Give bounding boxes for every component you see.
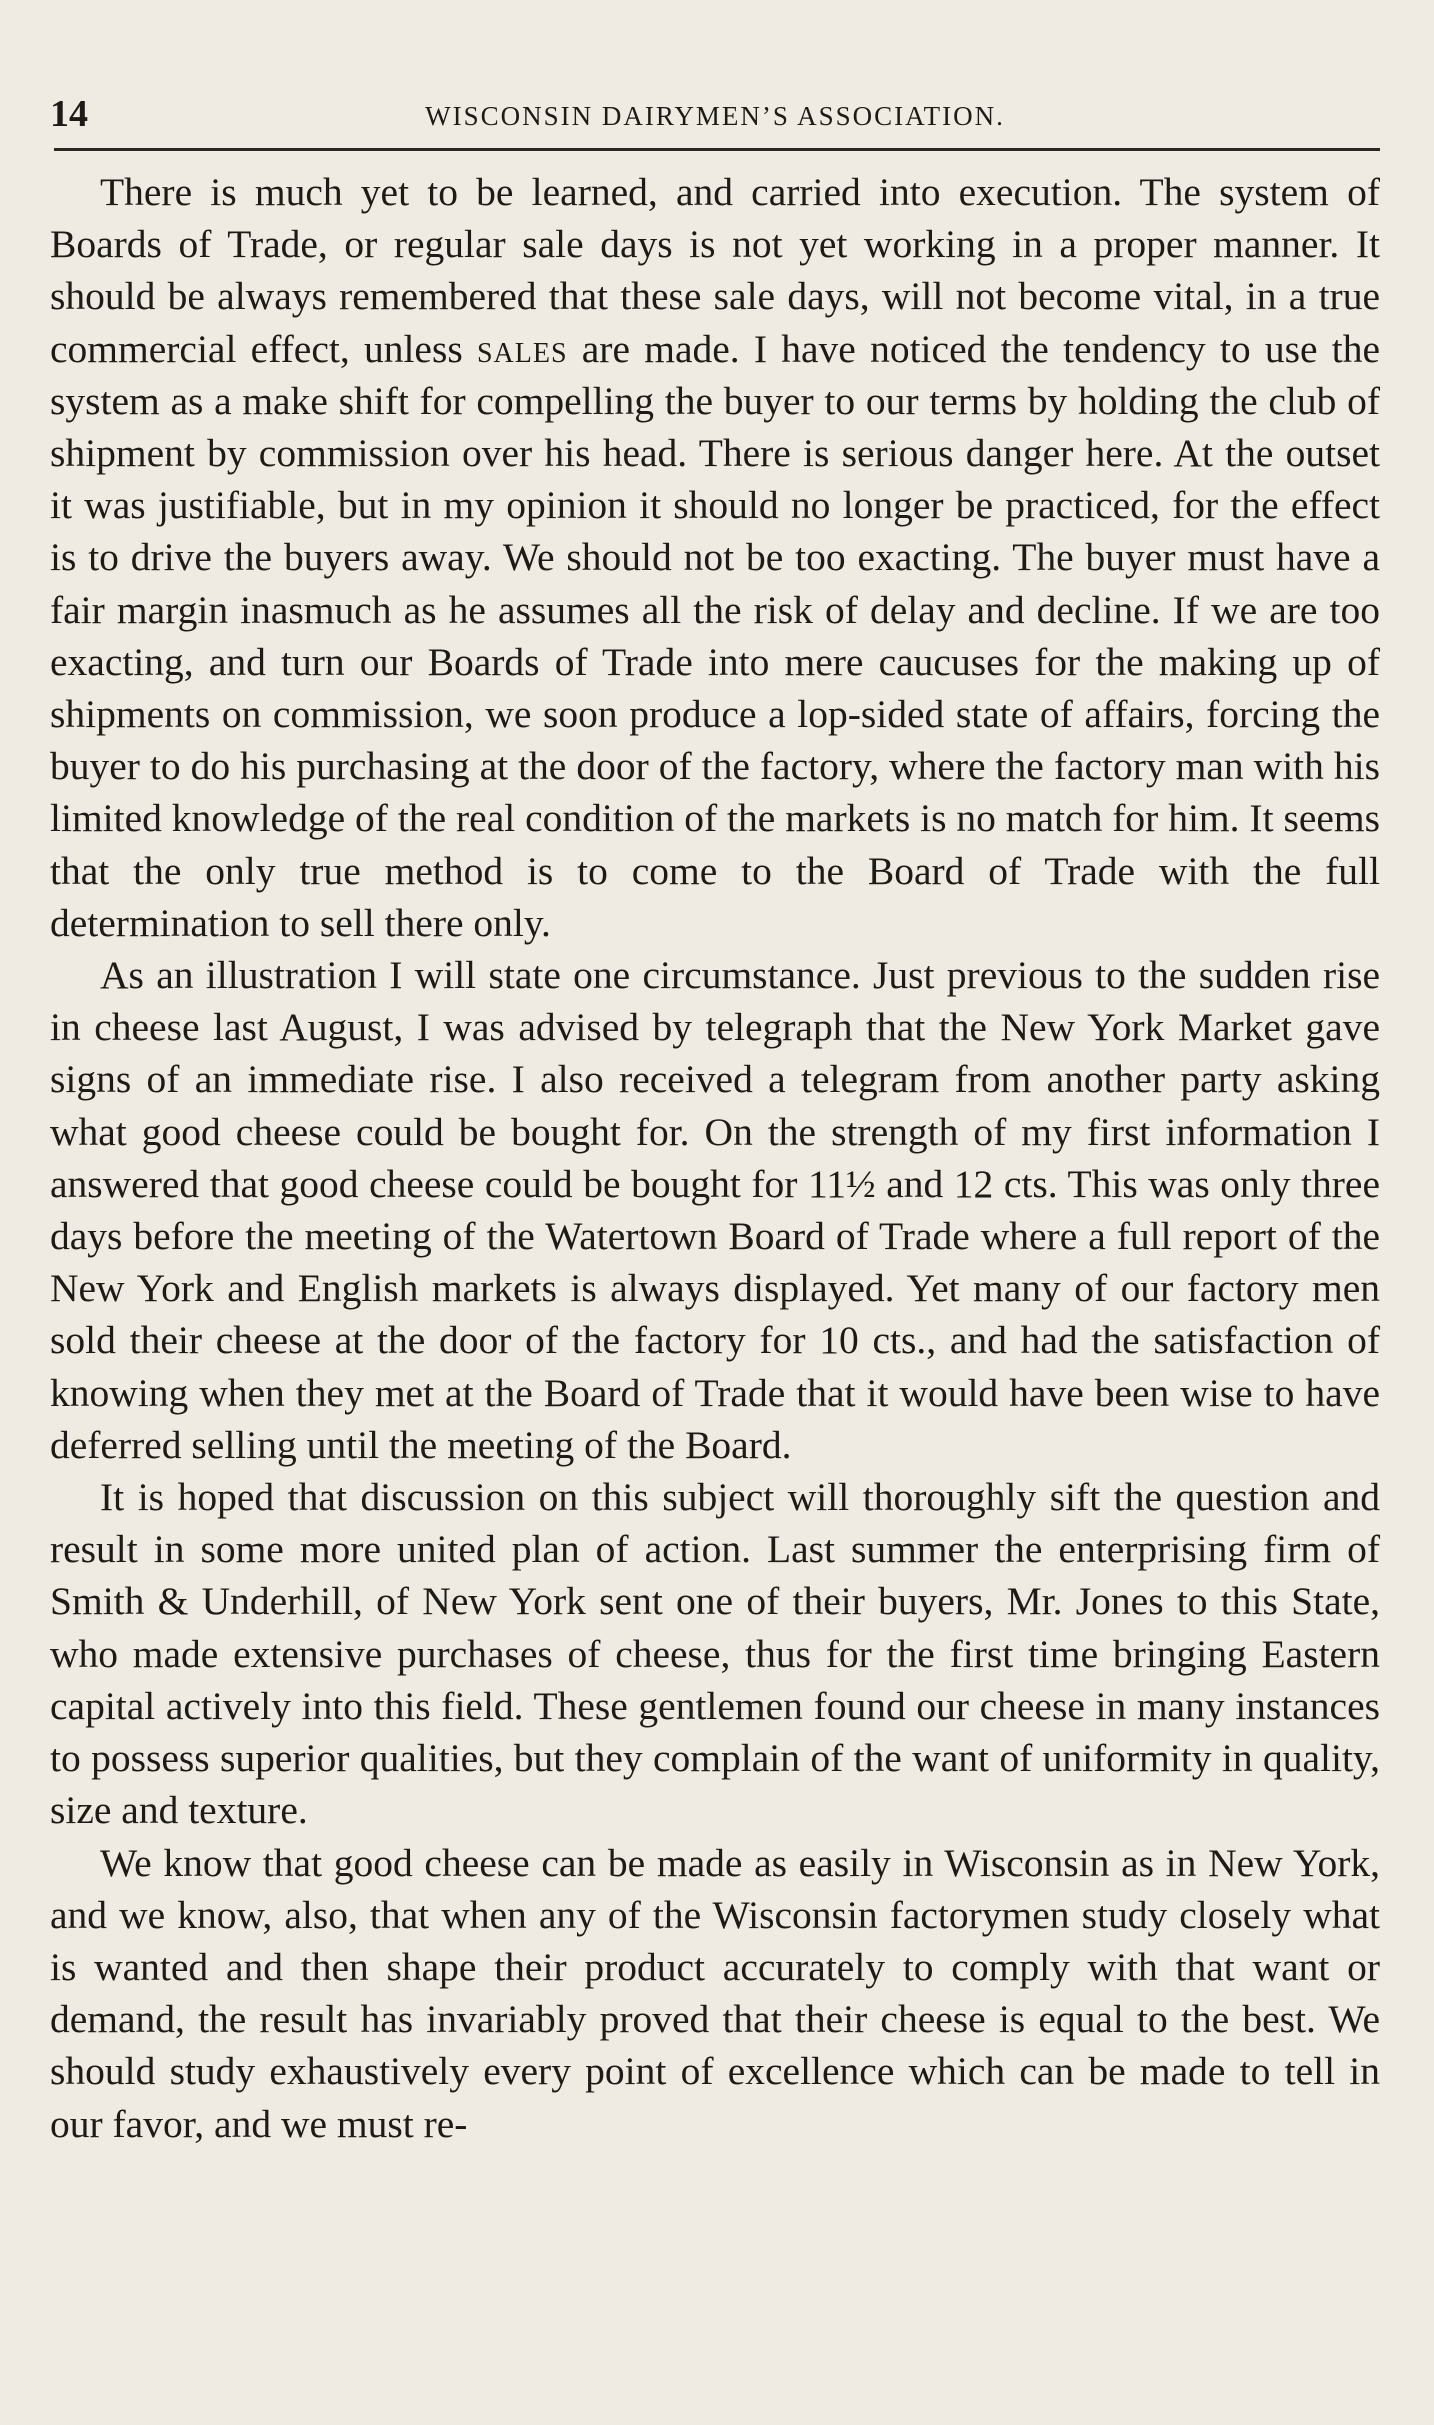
body-text xyxy=(50,166,1380,2150)
paragraph-1-text-b: are made. I have noticed the tendency to use the system as a make shift for compelling the buyer to our terms by holding the club of shipment by commission over his head. There is serious danger here. At the outset it was justifiable, but in my opinion it should no longer be practiced, for the effect is to drive the buyers away. We should not be too exacting. The buyer must have a fair margin inasmuch as he assumes all the risk of delay and decline. If we are too exacting, and turn our Boards of Trade into mere caucuses for the making up of shipments on commission, we soon produce a lop-sided state of affairs, forcing the buyer to do his purchasing at the door of the factory, where the factory man with his limited knowledge of the real condition of the markets is no match for him. It seems that the only true method is to come to the Board of Trade with the full determination to sell there only. xyxy=(50,326,1381,945)
paragraph-4: We know that good cheese can be made as easily in Wisconsin as in New York, and we know, also, that when any of the Wisconsin factorymen study closely what is wanted and then shape their product accurately to comply with that want or demand, the result has invariably proved that their cheese is equal to the best. We should study exhaustively every point of excellence which can be made to tell in our favor, and we must re- xyxy=(50,1840,1380,2146)
emphasis-sales: sales xyxy=(476,326,568,371)
page-header xyxy=(50,92,1380,136)
paragraph-3: It is hoped that discussion on this subject will thoroughly sift the question and result in some more united plan of action. Last summer the enterprising firm of Smith & Underhill, of New York sent one of their buyers, Mr. Jones to this State, who made extensive purchases of cheese, thus for the first time bringing Eastern capital actively into this field. These gentlemen found our cheese in many instances to possess superior qualities, but they complain of the want of uniformity in quality, size and texture. xyxy=(50,1475,1380,1833)
paragraph-2: As an illustration I will state one circumstance. Just previous to the sudden rise in cheese last August, I was advised by telegraph that the New York Market gave signs of an immediate rise. I also received a telegram from another party asking what good cheese could be bought for. On the strength of my first information I answered that good cheese could be bought for 11½ and 12 cts. This was only three days before the meeting of the Watertown Board of Trade where a full report of the New York and English markets is always displayed. Yet many of our factory men sold their cheese at the door of the factory for 10 cts., and had the satisfaction of knowing when they met at the Board of Trade that it would have been wise to have deferred selling until the meeting of the Board. xyxy=(50,953,1380,1467)
header-rule xyxy=(54,148,1380,151)
running-head: WISCONSIN DAIRYMEN’S ASSOCIATION. xyxy=(425,101,1005,131)
page-number: 14 xyxy=(50,93,88,135)
paragraph-1 xyxy=(50,166,1380,949)
paragraph-1-text-a: There is much yet to be learned, and carried into execution. The system of Boards of Trade, or regular sale days is not yet working in a proper manner. It should be always remembered that these sale days, will not become vital, in a true commercial effect, unless xyxy=(50,170,1380,371)
